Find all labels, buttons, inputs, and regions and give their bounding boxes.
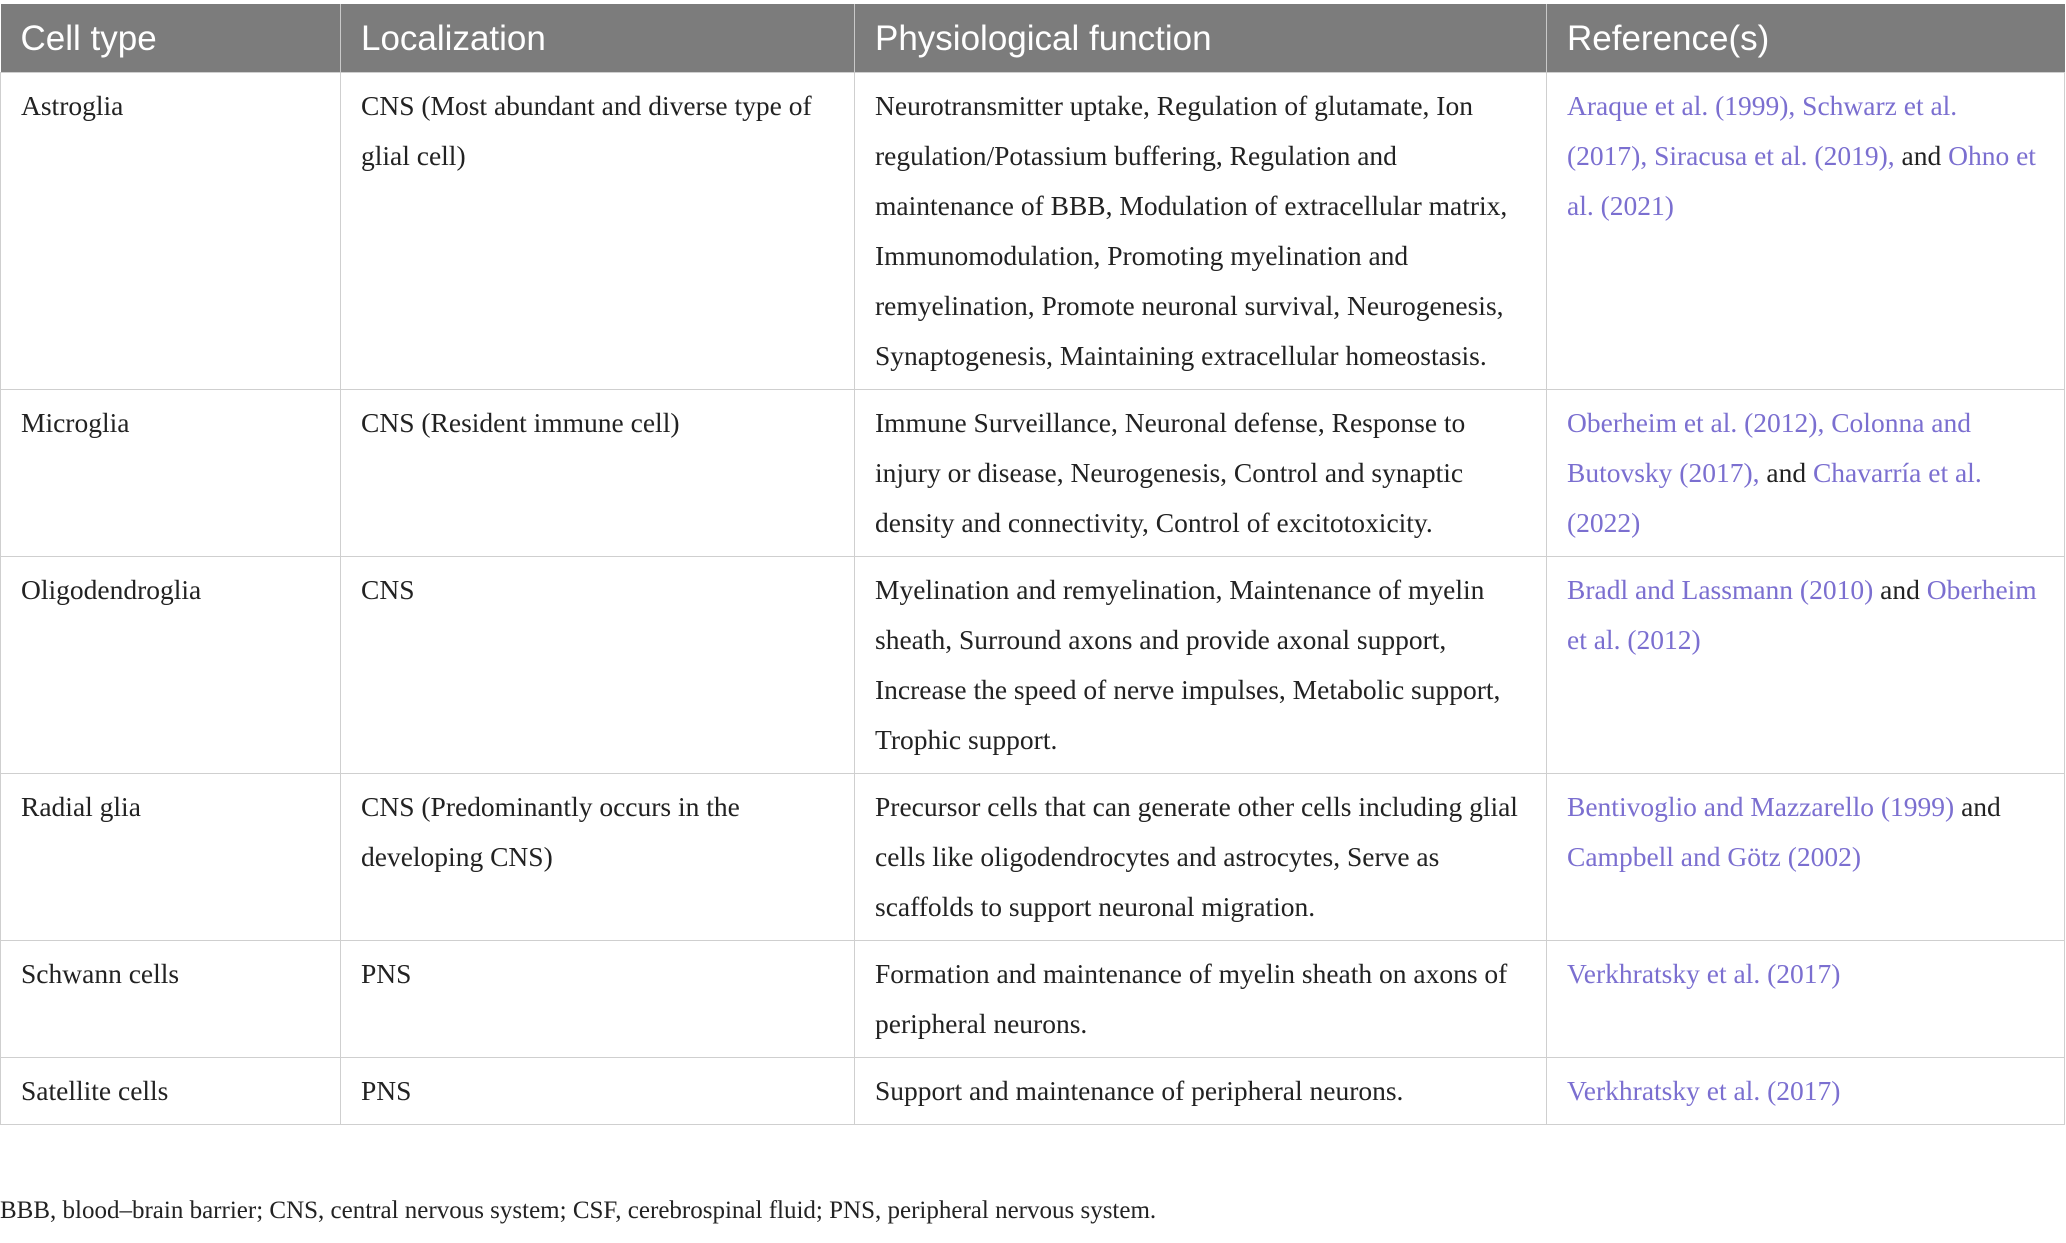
function-cell: Myelination and remyelination, Maintenance of myelin sheath, Surround axons and provide axonal support, Increase the speed of nerve impulses, Metabolic support, Trophic support. (855, 557, 1547, 774)
reference-cell (1547, 774, 2065, 941)
citation-link[interactable]: Verkhratsky et al. (2017) (1567, 958, 1841, 989)
citation-link[interactable]: Bradl and Lassmann (2010) (1567, 574, 1874, 605)
header-localization: Localization (341, 4, 855, 73)
cell-type-cell: Satellite cells (1, 1058, 341, 1125)
table-row (1, 941, 2065, 1058)
localization-cell: CNS (Most abundant and diverse type of glial cell) (341, 73, 855, 390)
table-body (1, 73, 2065, 1125)
citation-link[interactable]: Campbell and Götz (2002) (1567, 841, 1862, 872)
reference-cell (1547, 1058, 2065, 1125)
localization-cell: CNS (Predominantly occurs in the developing CNS) (341, 774, 855, 941)
reference-cell (1547, 557, 2065, 774)
citation-connector: and (1894, 140, 1949, 171)
glial-cell-table (0, 4, 2065, 1125)
header-physiological-function: Physiological function (855, 4, 1547, 73)
citation-connector: and (1954, 791, 2001, 822)
citation-link[interactable]: Ohno et al. (2021) (1567, 140, 2036, 221)
localization-cell: CNS (341, 557, 855, 774)
header-cell-type: Cell type (1, 4, 341, 73)
table-row (1, 557, 2065, 774)
cell-type-cell: Astroglia (1, 73, 341, 390)
localization-cell: PNS (341, 941, 855, 1058)
citation-link[interactable]: Bentivoglio and Mazzarello (1999) (1567, 791, 1955, 822)
function-cell: Formation and maintenance of myelin sheath on axons of peripheral neurons. (855, 941, 1547, 1058)
function-cell: Support and maintenance of peripheral neurons. (855, 1058, 1547, 1125)
cell-type-cell: Oligodendroglia (1, 557, 341, 774)
localization-cell: PNS (341, 1058, 855, 1125)
citation-connector: and (1759, 457, 1813, 488)
localization-cell: CNS (Resident immune cell) (341, 390, 855, 557)
reference-cell (1547, 941, 2065, 1058)
table-row (1, 390, 2065, 557)
reference-cell (1547, 73, 2065, 390)
glial-cell-table-container (0, 4, 2066, 1125)
cell-type-cell: Schwann cells (1, 941, 341, 1058)
table-row (1, 774, 2065, 941)
citation-link[interactable]: Araque et al. (1999), Schwarz et al. (2017), Siracusa et al. (2019), (1567, 90, 1958, 171)
cell-type-cell: Radial glia (1, 774, 341, 941)
function-cell: Neurotransmitter uptake, Regulation of glutamate, Ion regulation/Potassium buffering, Regulation and maintenance of BBB, Modulation of extracellular matrix, Immunomodulation, Promoting myelination and remyelination, Promote neuronal survival, Neurogenesis, Synaptogenesis, Maintaining extracellular homeostasis. (855, 73, 1547, 390)
citation-link[interactable]: Verkhratsky et al. (2017) (1567, 1075, 1841, 1106)
reference-cell (1547, 390, 2065, 557)
citation-link[interactable]: Chavarría et al. (2022) (1567, 457, 1982, 538)
table-header-row (1, 4, 2065, 73)
table-footnote: BBB, blood–brain barrier; CNS, central nervous system; CSF, cerebrospinal fluid; PNS, peripheral nervous system. (0, 1197, 1157, 1224)
citation-connector: and (1873, 574, 1927, 605)
table-row (1, 1058, 2065, 1125)
citation-link[interactable]: Oberheim et al. (2012), Colonna and Butovsky (2017), (1567, 407, 1971, 488)
header-references: Reference(s) (1547, 4, 2065, 73)
table-row (1, 73, 2065, 390)
cell-type-cell: Microglia (1, 390, 341, 557)
function-cell: Precursor cells that can generate other cells including glial cells like oligodendrocytes and astrocytes, Serve as scaffolds to support neuronal migration. (855, 774, 1547, 941)
function-cell: Immune Surveillance, Neuronal defense, Response to injury or disease, Neurogenesis, Control and synaptic density and connectivity, Control of excitotoxicity. (855, 390, 1547, 557)
citation-link[interactable]: Oberheim et al. (2012) (1567, 574, 2037, 655)
